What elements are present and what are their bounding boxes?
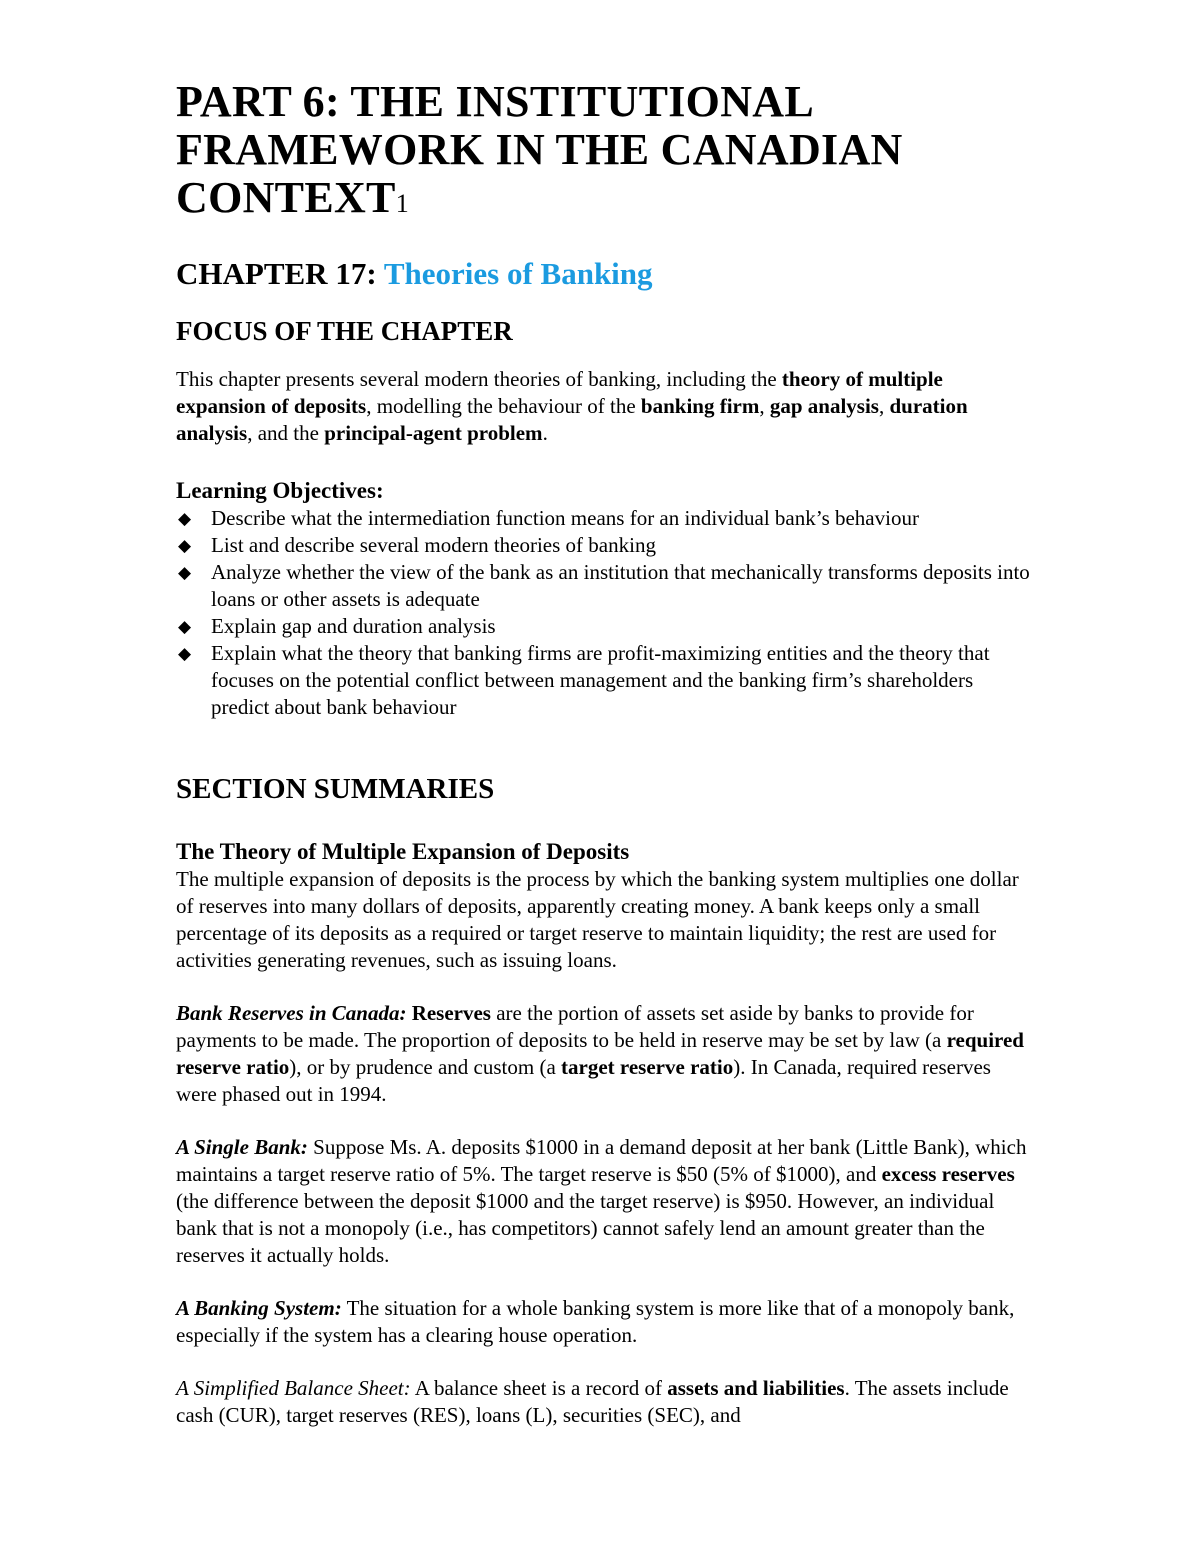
list-item-text: Describe what the intermediation function means for an individual bank’s behaviour	[211, 506, 919, 530]
focus-text-1: This chapter presents several modern theories of banking, including the	[176, 367, 782, 391]
chapter-prefix: CHAPTER 17:	[176, 256, 384, 291]
term-assets-and-liabilities: assets and liabilities	[667, 1376, 845, 1400]
diamond-bullet-icon: ◆	[178, 563, 192, 582]
list-item-text: Explain what the theory that banking firms are profit-maximizing entities and the theory that focuses on the potential conflict between management and the banking firm’s shareholders predict about bank behaviour	[211, 641, 990, 719]
list-item-text: Explain gap and duration analysis	[211, 614, 496, 638]
single-bank-paragraph	[176, 1134, 1036, 1269]
focus-text-3: ,	[759, 394, 770, 418]
learning-objectives-heading: Learning Objectives:	[176, 478, 384, 503]
single-bank-lead: A Single Bank:	[176, 1135, 308, 1159]
focus-text-6: .	[542, 421, 548, 445]
bank-reserves-paragraph	[176, 1000, 1036, 1108]
term-reserves: Reserves	[411, 1001, 491, 1025]
focus-text-4: ,	[878, 394, 890, 418]
part-title-line-2: FRAMEWORK IN THE CANADIAN	[176, 125, 903, 174]
term-required-reserve-ratio: required reserve ratio	[176, 1028, 1024, 1079]
part-title-line-1: PART 6: THE INSTITUTIONAL	[176, 77, 815, 126]
list-item	[176, 532, 1036, 559]
footnote-mark: 1	[395, 189, 410, 218]
chapter-name: Theories of Banking	[383, 256, 653, 291]
balance-sheet-lead: A Simplified Balance Sheet:	[176, 1376, 411, 1400]
focus-term-principal-agent: principal-agent problem	[324, 421, 543, 445]
multiple-expansion-paragraph: The multiple expansion of deposits is the process by which the banking system multiplies one dollar of reserves into many dollars of deposits, apparently creating money. A bank keeps only a small percentage of its deposits as a required or target reserve to maintain liquidity; the rest are used for activities generating revenues, such as issuing loans.	[176, 867, 1019, 972]
bank-reserves-text-2: are the portion of assets set aside by banks to provide for payments to be made. The proportion of deposits to be held in reserve may be set by law (a	[176, 1001, 974, 1052]
part-title	[176, 78, 1036, 228]
diamond-bullet-icon: ◆	[178, 509, 192, 528]
learning-objectives-list	[176, 505, 1036, 721]
list-item	[176, 640, 1036, 721]
list-item	[176, 613, 1036, 640]
focus-term-gap-analysis: gap analysis	[769, 394, 879, 418]
diamond-bullet-icon: ◆	[178, 644, 192, 663]
bank-reserves-text-3: ), or by prudence and custom (a	[289, 1055, 562, 1079]
focus-text-5: , and the	[247, 421, 325, 445]
single-bank-text-2: (the difference between the deposit $1000 and the target reserve) is $950. However, an individual bank that is not a monopoly (i.e., has competitors) cannot safely lend an amount greater than the reserves it actually holds.	[176, 1189, 995, 1267]
chapter-title	[176, 254, 1036, 294]
term-target-reserve-ratio: target reserve ratio	[561, 1055, 734, 1079]
diamond-bullet-icon: ◆	[178, 617, 192, 636]
focus-term-duration-analysis: duration analysis	[176, 394, 968, 445]
part-title-line-3: CONTEXT	[176, 173, 396, 222]
balance-sheet-text-1: A balance sheet is a record of	[410, 1376, 668, 1400]
list-item	[176, 505, 1036, 532]
multiple-expansion-subheading: The Theory of Multiple Expansion of Deposits	[176, 839, 630, 864]
list-item	[176, 559, 1036, 613]
banking-system-text: The situation for a whole banking system is more like that of a monopoly bank, especially if the system has a clearing house operation.	[176, 1296, 1015, 1347]
single-bank-text-1: Suppose Ms. A. deposits $1000 in a demand deposit at her bank (Little Bank), which maintains a target reserve ratio of 5%. The target reserve is $50 (5% of $1000), and	[176, 1135, 1027, 1186]
bank-reserves-lead: Bank Reserves in Canada:	[176, 1001, 407, 1025]
focus-text-2: , modelling the behaviour of the	[366, 394, 641, 418]
focus-term-banking-firm: banking firm	[640, 394, 760, 418]
diamond-bullet-icon: ◆	[178, 536, 192, 555]
section-summaries-heading: SECTION SUMMARIES	[176, 773, 495, 805]
list-item-text: List and describe several modern theories of banking	[211, 533, 656, 557]
term-excess-reserves: excess reserves	[881, 1162, 1015, 1186]
banking-system-paragraph	[176, 1295, 1036, 1349]
bank-reserves-text-4: ). In Canada, required reserves were phased out in 1994.	[176, 1055, 991, 1106]
focus-term-multiple-expansion: theory of multiple expansion of deposits	[176, 367, 943, 418]
balance-sheet-text-2: . The assets include cash (CUR), target reserves (RES), loans (L), securities (SEC), and	[176, 1376, 1009, 1427]
balance-sheet-paragraph	[176, 1375, 1036, 1429]
document-page	[176, 78, 1036, 1429]
list-item-text: Analyze whether the view of the bank as an institution that mechanically transforms deposits into loans or other assets is adequate	[211, 560, 1030, 611]
focus-paragraph	[176, 366, 1036, 447]
banking-system-lead: A Banking System:	[176, 1296, 342, 1320]
focus-heading: FOCUS OF THE CHAPTER	[176, 316, 513, 346]
